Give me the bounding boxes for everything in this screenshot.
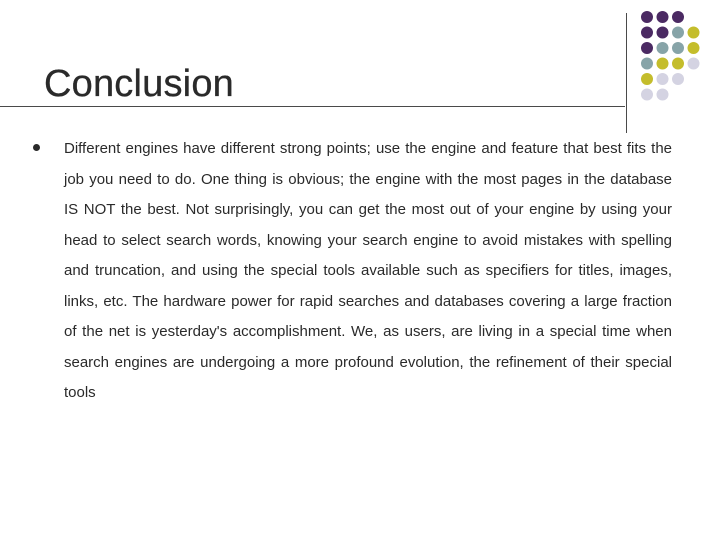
decorative-dot [672, 73, 684, 85]
decorative-dot [672, 58, 684, 70]
decorative-dot [657, 11, 669, 23]
slide-title: Conclusion [44, 63, 234, 105]
bullet-text: Different engines have different strong points; use the engine and feature that best fits the job you need to do. One thing is obvious; the engine with the most pages in the database IS NOT the best. Not surprisingly, you can get the most out of your engine by using your head to select search words, knowing your search engine to avoid mistakes with spelling and truncation, and using the special tools available such as specifiers for titles, images, links, etc. The hardware power for rapid searches and databases covering a large fraction of the net is yesterday's accomplishment. We, as users, are living in a special time when search engines are undergoing a more profound evolution, the refinement of their special tools [64, 140, 672, 401]
title-underline [0, 106, 625, 107]
decorative-dot [672, 27, 684, 39]
decorative-dot [641, 89, 653, 101]
decorative-dot [641, 73, 653, 85]
decorative-dot [657, 42, 669, 54]
decorative-dot [641, 42, 653, 54]
decorative-dot [672, 42, 684, 54]
decorative-dot [641, 11, 653, 23]
decorative-dot [688, 42, 700, 54]
decorative-dot [657, 73, 669, 85]
decorative-dot-grid [641, 11, 720, 121]
decorative-dot [641, 27, 653, 39]
decorative-dot [657, 27, 669, 39]
vertical-divider [626, 13, 627, 133]
decorative-dot [657, 58, 669, 70]
decorative-dot [672, 11, 684, 23]
decorative-dot [688, 27, 700, 39]
decorative-dot [657, 89, 669, 101]
decorative-dot [641, 58, 653, 70]
bullet-point [33, 144, 40, 151]
decorative-dot [688, 58, 700, 70]
